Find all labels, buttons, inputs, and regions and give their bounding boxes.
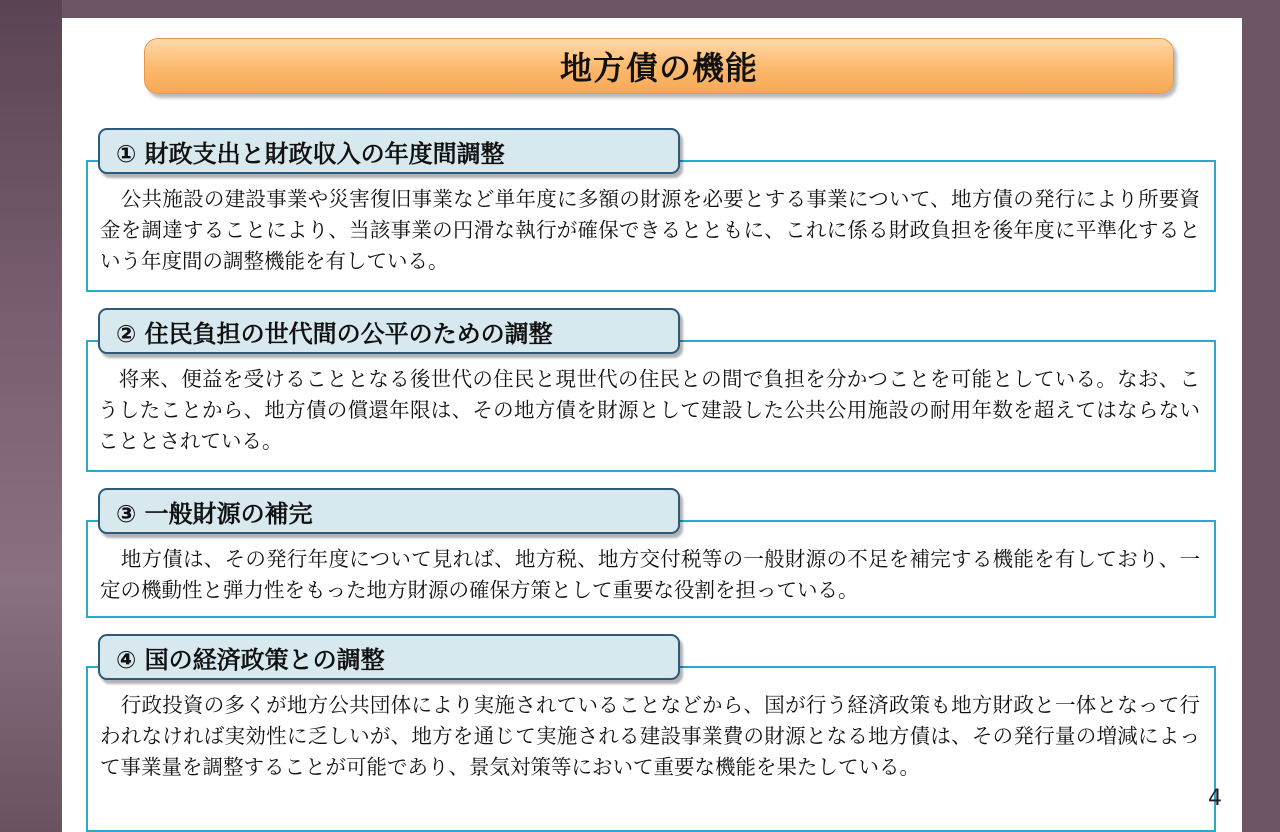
section-4-body: 行政投資の多くが地方公共団体により実施されていることなどから、国が行う経済政策も地方財政と一体となって行われなければ実効性に乏しいが、地方を通じて実施される建設事業費の財源となる地方債は、その発行量の増減によって事業量を調整することが可能であり、景気対策等において重要な機能を果たしている。 <box>100 693 1200 779</box>
section-3-body: 地方債は、その発行年度について見れば、地方税、地方交付税等の一般財源の不足を補完する機能を有しており、一定の機動性と弾力性をもった地方財源の確保方策として重要な役割を担っている。 <box>100 547 1200 602</box>
page-title: 地方債の機能 <box>559 49 758 87</box>
title-banner <box>144 38 1174 94</box>
section-1-box <box>86 160 1216 292</box>
page-number: 4 <box>1208 786 1222 811</box>
section-1-header <box>98 128 680 174</box>
section-1-body: 公共施設の建設事業や災害復旧事業など単年度に多額の財源を必要とする事業について、地方債の発行により所要資金を調達することにより、当該事業の円滑な執行が確保できるとともに、これに係る財政負担を後年度に平準化するという年度間の調整機能を有している。 <box>100 187 1200 273</box>
background-strip <box>0 0 62 832</box>
section-2-header <box>98 308 680 354</box>
section-3-box <box>86 520 1216 618</box>
section-4-heading: ④ 国の経済政策との調整 <box>116 645 385 674</box>
section-3-heading: ③ 一般財源の補完 <box>116 499 313 528</box>
section-1-heading: ① 財政支出と財政収入の年度間調整 <box>116 139 505 168</box>
section-3-header <box>98 488 680 534</box>
slide-page <box>62 18 1242 832</box>
section-2-heading: ② 住民負担の世代間の公平のための調整 <box>116 319 553 348</box>
section-2-body: 将来、便益を受けることとなる後世代の住民と現世代の住民との間で負担を分かつことを可能としている。なお、こうしたことから、地方債の償還年限は、その地方債を財源として建設した公共公用施設の耐用年数を超えてはならないこととされている。 <box>98 367 1200 453</box>
section-4-box <box>86 666 1216 832</box>
section-2-box <box>86 340 1216 472</box>
section-4-header <box>98 634 680 680</box>
